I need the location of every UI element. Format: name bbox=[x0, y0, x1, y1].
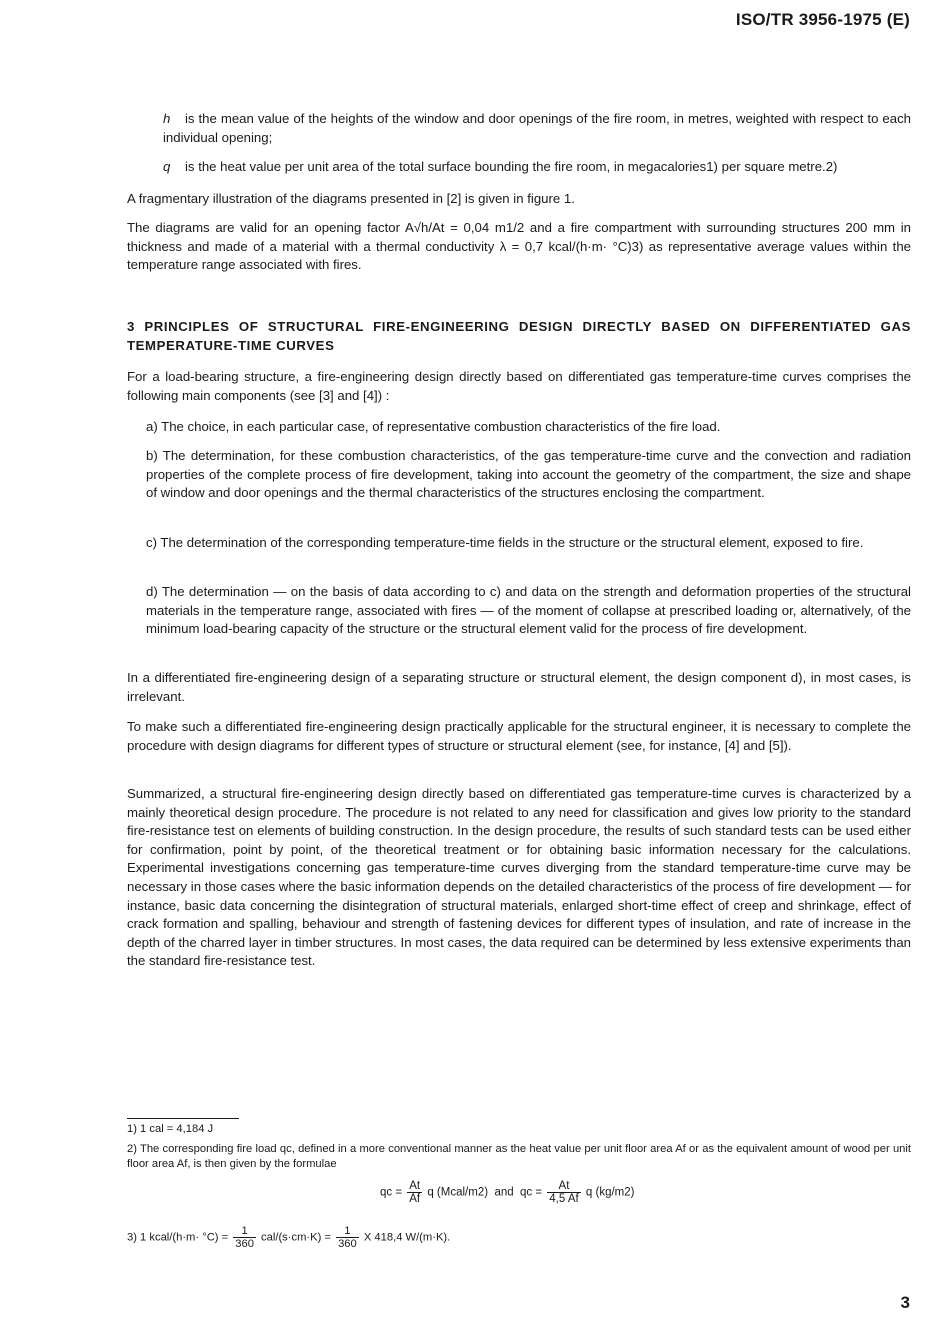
symbol-h: h bbox=[163, 111, 171, 126]
list-item-a: a) The choice, in each particular case, of representative combustion characteristics of the fire load. bbox=[146, 419, 721, 434]
formula-fraction-2 bbox=[547, 1180, 580, 1205]
para-valid: The diagrams are valid for an opening factor A√h/At = 0,04 m1/2 and a fire compartment with surrounding structures 200 mm in thickness and made of a material with a thermal conductivity λ = 0,7 kcal/(h·m· °C)3) as representative average values within the temperature range associated with fires. bbox=[127, 220, 911, 273]
list-item-d: d) The determination — on the basis of data according to c) and data on the strength and deformation properties of the structural materials in the temperature range, associated with fires — of the moment of collapse at prescribed loading or, alternatively, of the minimum load-bearing capacity of the structure or the structural element valid for the process of fire development. bbox=[146, 584, 911, 637]
section-3-heading: 3 PRINCIPLES OF STRUCTURAL FIRE-ENGINEERING DESIGN DIRECTLY BASED ON DIFFERENTIATED GAS TEMPERATURE-TIME CURVES bbox=[127, 319, 911, 353]
para-practical: To make such a differentiated fire-engineering design practically applicable for the structural engineer, it is necessary to complete the procedure with design diagrams for different types of structure or structural element (see, for instance, [4] and [5]). bbox=[127, 719, 911, 753]
footnote-3-prefix: 3) 1 kcal/(h·m· °C) = bbox=[127, 1231, 229, 1244]
list-item-b: b) The determination, for these combustion characteristics, of the gas temperature-time curve and the convection and radiation properties of the complete process of fire development, taking into account the geometry of the compartment, the size and shape of window and door openings and the thermal characteristics of the structures enclosing the compartment. bbox=[146, 448, 911, 501]
footnote-3-mid: cal/(s·cm·K) = bbox=[261, 1231, 331, 1244]
para-separating: In a differentiated fire-engineering design of a separating structure or structural element, the design component d), in most cases, is irrelevant. bbox=[127, 670, 911, 704]
fire-load-formula bbox=[380, 1180, 634, 1205]
formula-lhs-1: qc = bbox=[380, 1186, 403, 1199]
formula-lhs-2: qc = bbox=[520, 1186, 543, 1199]
fraction-denominator: 4,5 Af bbox=[549, 1193, 579, 1205]
document-code: ISO/TR 3956-1975 (E) bbox=[735, 10, 910, 29]
fraction-denominator: Af bbox=[409, 1193, 421, 1205]
fraction-numerator: 1 bbox=[336, 1225, 359, 1238]
definition-h-text: is the mean value of the heights of the window and door openings of the fire room, in metres, weighted with respect to each individual opening; bbox=[163, 111, 911, 145]
formula-fraction-1 bbox=[407, 1180, 422, 1205]
footnote-separator bbox=[127, 1118, 239, 1119]
footnote-3 bbox=[127, 1225, 450, 1250]
footnote-1: 1) 1 cal = 4,184 J bbox=[127, 1123, 214, 1135]
para-fragmentary: A fragmentary illustration of the diagrams presented in [2] is given in figure 1. bbox=[127, 191, 575, 206]
fraction-numerator: 1 bbox=[233, 1225, 256, 1238]
footnote-3-suffix: X 418,4 W/(m·K). bbox=[363, 1231, 451, 1244]
footnote-2: 2) The corresponding fire load qc, defined in a more conventional manner as the heat value per unit floor area Af or as the equivalent amount of wood per unit floor area Af, is then given by the formulae bbox=[127, 1143, 911, 1170]
definition-h bbox=[163, 110, 911, 147]
fraction-numerator: At bbox=[547, 1180, 580, 1193]
definition-q-text: is the heat value per unit area of the total surface bounding the fire room, in megacalories1) per square metre.2) bbox=[185, 159, 838, 174]
formula-rhs-2: q (kg/m2) bbox=[585, 1186, 635, 1199]
formula-rhs-1: q (Mcal/m2) bbox=[427, 1186, 489, 1199]
symbol-q: q bbox=[163, 159, 171, 174]
section-3-intro: For a load-bearing structure, a fire-engineering design directly based on differentiated gas temperature-time curves comprises the following main components (see [3] and [4]) : bbox=[127, 369, 911, 403]
fraction-denominator: 360 bbox=[235, 1238, 254, 1250]
footnote-3-fraction-2 bbox=[336, 1225, 359, 1250]
fraction-numerator: At bbox=[409, 1180, 421, 1192]
fraction-denominator: 360 bbox=[338, 1238, 357, 1250]
definition-q bbox=[163, 158, 911, 177]
list-item-c: c) The determination of the corresponding temperature-time fields in the structure or the structural element, exposed to fire. bbox=[146, 535, 864, 550]
para-summary: Summarized, a structural fire-engineering design directly based on differentiated gas temperature-time curves is characterized by a mainly theoretical design procedure. The procedure is not related to any need for classification and gives low priority to the standard fire-resistance test on elements of building construction. In the design procedure, the results of such standard tests can be used either for confirmation, point by point, of the theoretical treatment or for obtaining basic information necessary for the calculations. Experimental investigations concerning gas temperature-time curves diverging from the standard temperature-time curve may be necessary in those cases where the basic information depends on the detailed characteristics of the process of fire development — for instance, basic data concerning the disintegration of structural materials, enlarged short-time effect of creep and shrinkage, effect of crack formation and spalling, behaviour and strength of fastening devices for different types of insulation, and rate of increase in the depth of the charred layer in timber structures. In most cases, the data required can be determined by less extensive experiments than the standard fire-resistance test. bbox=[127, 786, 911, 969]
formula-and: and bbox=[494, 1186, 514, 1199]
footnote-3-fraction-1 bbox=[233, 1225, 256, 1250]
page-number: 3 bbox=[900, 1293, 910, 1312]
